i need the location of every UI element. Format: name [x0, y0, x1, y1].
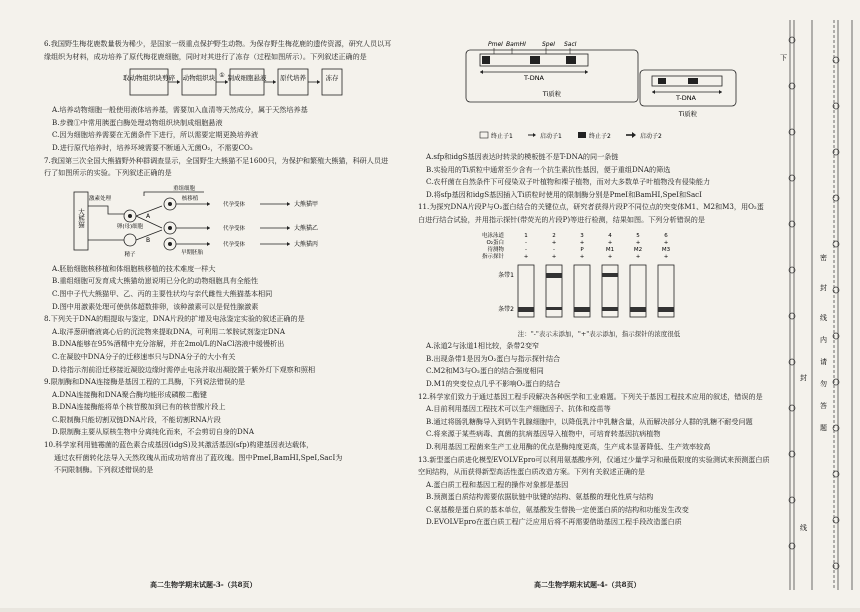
- q13-option-c: C.氨基酸是蛋白质的基本单位，氨基酸发生替换一定使蛋白质的结构和功能发生改变: [426, 504, 689, 514]
- q12-option-d: D.利用基因工程菌来生产工业用酶的优点是酶纯度更高，生产成本显著降低、生产效率较高: [426, 441, 711, 451]
- question-8-stem: 8.下列关于DNA的粗提取与鉴定，DNA片段的扩增及电泳鉴定实验的叙述正确的是: [44, 314, 305, 324]
- lane-5-num: 5: [636, 232, 640, 239]
- flow-step-4: 原代培养: [280, 74, 306, 83]
- header-o2: O₂蛋白: [486, 239, 504, 246]
- lane-3-num: 3: [580, 232, 584, 239]
- lane-2-test: -: [553, 246, 555, 253]
- q11-option-c: C.M2和M3与O₂蛋白的结合强度相同: [426, 366, 544, 376]
- q8-option-d: D.待指示剂前沿迁移接近凝胶边缘时需停止电泳并取出凝胶置于紫外灯下观察和照相: [52, 364, 316, 374]
- q9-option-c: C.限制酶只能切割双链DNA片段，不能切割RNA片段: [52, 414, 221, 424]
- band-1-label: 条带1: [498, 271, 514, 279]
- q13-option-b: B.预测蛋白质结构需要依据肽链中肽键的结构、氨基酸的理化性质与结构: [426, 492, 654, 502]
- question-12-stem: 12.科学家们致力于通过基因工程手段解决各种医学和工业难题。下列关于基因工程技术应用的叙述，错误的是: [418, 391, 763, 401]
- ti-plasmid-2: Ti质粒: [678, 110, 698, 118]
- lane-3-test: P: [580, 246, 584, 253]
- panda-a: 大熊猫甲: [294, 200, 319, 208]
- sperm-label: 精子: [124, 251, 136, 258]
- bam-label: BamHⅠ: [506, 41, 526, 48]
- lane-1-test: -: [525, 246, 527, 253]
- right-footer: 高二生物学期末试题-4-（共8页）: [534, 580, 641, 589]
- tdna-label-2: T-DNA: [675, 94, 697, 102]
- lane-6-num: 6: [664, 232, 668, 239]
- recon-label: 重组细胞: [172, 185, 196, 192]
- header-test: 待测物: [487, 246, 504, 253]
- gel-note: 注："-"表示未添加，"+"表示添加，指示探针的浓度很低: [517, 329, 681, 338]
- binding-char-11: 线: [800, 524, 807, 532]
- q9-option-b: B.DNA连接酶能将单个核苷酸加到已有的核苷酸片段上: [52, 402, 226, 412]
- q6-option-c: C.因为细胞培养需要在无菌条件下进行，所以需要定期更换培养液: [52, 130, 259, 140]
- q8-option-a: A.取洋葱研磨液离心后的沉淀物来提取DNA，可利用二苯胺试剂鉴定DNA: [52, 326, 285, 336]
- sac-label: SacⅠ: [564, 41, 577, 48]
- flow-step-2: 动物组织块: [182, 74, 216, 83]
- q12-option-a: A.目前利用基因工程技术可以生产细胞因子、抗体和疫苗等: [426, 404, 611, 414]
- ti-plasmid-figure: [418, 40, 770, 148]
- lane-2-probe: +: [551, 253, 557, 260]
- q12-option-c: C.将来源于某些病毒、真菌的抗病基因导入植物中，可培育转基因抗病植物: [426, 429, 661, 439]
- q6-flow-diagram: [44, 65, 392, 101]
- binding-char-6: 请: [820, 358, 827, 366]
- lane-4-num: 4: [608, 232, 612, 239]
- lane-5-test: M2: [633, 246, 643, 253]
- question-9-stem: 9.限制酶和DNA连接酶是基因工程的工具酶，下列说法错误的是: [44, 377, 246, 387]
- binding-margin: [772, 0, 860, 608]
- header-probe: 指示探针: [481, 253, 504, 260]
- pme-label: PmeⅠ: [488, 41, 503, 48]
- lane-6-probe: +: [663, 253, 669, 260]
- panda-label: 大熊猫: [77, 208, 85, 228]
- left-footer: 高二生物学期末试题-3-（共8页）: [150, 580, 257, 589]
- binding-char-4: 线: [820, 314, 827, 322]
- q7-panda-diagram: [44, 182, 392, 260]
- q10-option-a: A.sfp和idgS基因表达时转录的模板链不是T-DNA的同一条链: [426, 152, 619, 161]
- flow-step-1: 取动物组织块剪碎: [123, 74, 175, 83]
- q9-option-d: D.限制酶主要从原核生物中分离纯化而来，不会剪切自身的DNA: [52, 427, 255, 437]
- flow-step-5: 冻存: [325, 74, 339, 83]
- spe-label: SpeⅠ: [542, 41, 556, 48]
- q10-option-c: C.农杆菌在自然条件下可侵染双子叶植物和裸子植物，而对大多数单子叶植物没有侵染能力: [426, 177, 711, 187]
- flow-step-3: 制成细胞悬液: [227, 74, 267, 83]
- lane-3-o2: +: [579, 239, 585, 246]
- lane-3-probe: +: [579, 253, 585, 260]
- binding-char-10: 封: [800, 374, 807, 382]
- question-10-stem-2: 通过农杆菌转化法导入天然玫瑰从而成功培育出了蓝玫瑰。图中PmeⅠ,BamHⅠ,SpeⅠ,SacⅠ为: [54, 452, 343, 462]
- lane-4-test: M1: [605, 246, 615, 253]
- lane-4-probe: +: [607, 253, 613, 260]
- q11-option-a: A.泳道2与泳道1相比较，条带2变窄: [426, 341, 540, 351]
- binding-char-7: 勿: [820, 380, 827, 388]
- lane-4-o2: +: [607, 239, 613, 246]
- label-b: B: [145, 236, 151, 244]
- q11-option-d: D.M1的突变位点几乎不影响O₂蛋白的结合: [426, 378, 561, 388]
- plasmid-legend: [480, 132, 662, 140]
- panda-c: 大熊猫丙: [294, 240, 319, 248]
- tdna-label-1: T-DNA: [523, 74, 545, 82]
- question-6-stem: 6.我国野生梅花鹿数量极为稀少，是国家一级重点保护野生动物。为保存野生梅花鹿的遗传资源，研究人员以耳缘组织为材料，成功培养了原代梅花鹿细胞，同时对其进行了冻存（过程如图所示）。下列叙述正确的是: [44, 39, 392, 61]
- right-column: [418, 38, 770, 529]
- electrophoresis-figure: [418, 229, 770, 325]
- binding-char-2: 密: [820, 254, 827, 262]
- q13-option-a: A.蛋白质工程和基因工程的操作对象都是基因: [426, 479, 569, 489]
- lane-1-o2: -: [525, 239, 527, 246]
- panda-b: 大熊猫乙: [294, 224, 319, 232]
- binding-char-8: 答: [820, 402, 827, 410]
- nuclear-label: 核移植: [181, 195, 199, 202]
- q13-option-d: D.EVOLVEpro在蛋白质工程广泛应用后将不再需要借助基因工程手段改造蛋白质: [426, 517, 682, 527]
- q10-option-d: D.将sfp基因和idgS基因插入Ti质粒时使用的限制酶分别是PmeⅠ和BamHⅠ,SpeⅠ和SacⅠ: [426, 189, 702, 199]
- lane-5-probe: +: [635, 253, 641, 260]
- question-7-stem: 7.我国第三次全国大熊猫野外种群调查显示，全国野生大熊猫不足1600只，为保护和繁殖大熊猫，科研人员进行了如图所示的实验。下列叙述正确的是: [44, 155, 389, 178]
- q6-option-d: D.进行原代培养时，培养环境需要不断通入无菌O₂，不需要CO₂: [52, 142, 253, 152]
- q10-option-b: B.实验用的Ti质粒中通常至少含有一个抗生素抗性基因，便于重组DNA的筛选: [426, 164, 671, 174]
- binding-char-3: 封: [820, 284, 827, 292]
- q6-option-b: B.步骤①中常用胰蛋白酶处理动物组织块制成细胞悬液: [52, 117, 223, 127]
- binding-svg: [772, 0, 860, 608]
- q6-option-a: A.培养动物细胞一般使用液体培养基，需要加入血清等天然成分，属于天然培养基: [52, 105, 308, 115]
- surrogate-1: 代孕受体: [222, 201, 246, 208]
- lane-1-probe: +: [523, 253, 529, 260]
- question-10-stem-1: 10.科学家利用链霉菌的蓝色素合成基因(idgS)及其激活基因(sfp)构建基因表达载体，: [44, 440, 314, 450]
- q7-option-d: D.图中用激素处理可使供体超数排卵，该种激素可以是促性腺激素: [52, 301, 259, 311]
- binding-char-9: 题: [820, 424, 827, 432]
- flow-mark: ①: [219, 72, 225, 80]
- early-embryo-label: 早期胚胎: [180, 249, 204, 256]
- binding-char-1: 下: [780, 54, 787, 62]
- lane-5-o2: +: [635, 239, 641, 246]
- q7-option-a: A.胚胎细胞核移植和体细胞核移植的技术难度一样大: [52, 263, 216, 273]
- question-11-stem: 11.为探究DNA片段P与O₂蛋白结合的关键位点，研究者获得片段P不同位点的突变体M1、M2和M3，用O₂蛋白进行结合试验，并用指示探针(带荧光的片段P)等进行检测，结果如图。下列分析错误的是: [418, 202, 764, 224]
- lane-2-num: 2: [552, 232, 556, 239]
- q12-option-b: B.通过将肠乳糖酶导入到奶牛乳腺细胞中，以降低乳汁中乳糖含量，从而解决部分人群的乳糖不耐受问题: [426, 416, 753, 426]
- legend-2: 启动子1: [540, 133, 562, 140]
- surrogate-2: 代孕受体: [222, 225, 246, 232]
- q7-option-c: C.图中子代大熊猫甲、乙、丙的主要性状均与亲代雌性大熊猫基本相同: [52, 288, 273, 298]
- q9-option-a: A.DNA连接酶和DNA聚合酶均能形成磷酸二酯键: [52, 389, 207, 399]
- q8-option-c: C.在凝胶中DNA分子的迁移速率只与DNA分子的大小有关: [52, 351, 236, 361]
- q6-flow-svg: [44, 65, 392, 101]
- header-lane: 电泳泳道: [481, 232, 504, 239]
- question-13-stem: 13.新型蛋白质进化模型EVOLVEpro可以利用氨基酸序列，仅通过少量学习和最低限度的实验测试来预测蛋白质空间结构，从而获得新型高活性蛋白质改造方案。下列有关叙述正确的是: [418, 454, 770, 477]
- gel-svg: [418, 229, 770, 325]
- band-2-label: 条带2: [498, 305, 514, 313]
- lane-1-num: 1: [524, 232, 528, 239]
- question-10-stem-3: 不同限制酶。下列叙述错误的是: [54, 465, 154, 475]
- legend-3: 终止子2: [589, 133, 611, 140]
- q7-option-b: B.重组细胞可发育成大熊猫幼崽说明已分化的动物细胞具有全能性: [52, 276, 259, 286]
- lane-6-test: M3: [661, 246, 671, 253]
- left-column: [44, 38, 392, 477]
- binding-char-5: 内: [820, 336, 827, 344]
- ti-plasmid-svg: [418, 40, 770, 148]
- label-a: A: [145, 212, 151, 220]
- q7-svg: [44, 182, 392, 260]
- q11-option-b: B.出现条带1是因为O₂蛋白与指示探针结合: [426, 353, 561, 363]
- legend-4: 启动子2: [640, 133, 662, 140]
- q8-option-b: B.DNA能够在95%酒精中充分溶解，并在2mol/L的NaCl溶液中缓慢析出: [52, 339, 285, 349]
- hormone-label: 激素处理: [88, 195, 112, 202]
- ti-plasmid-1: Ti质粒: [542, 90, 562, 98]
- legend-1: 终止子1: [491, 133, 513, 140]
- egg-label: 卵(母)细胞: [116, 223, 144, 230]
- lane-2-o2: +: [551, 239, 557, 246]
- lane-6-o2: +: [663, 239, 669, 246]
- surrogate-3: 代孕受体: [222, 241, 246, 248]
